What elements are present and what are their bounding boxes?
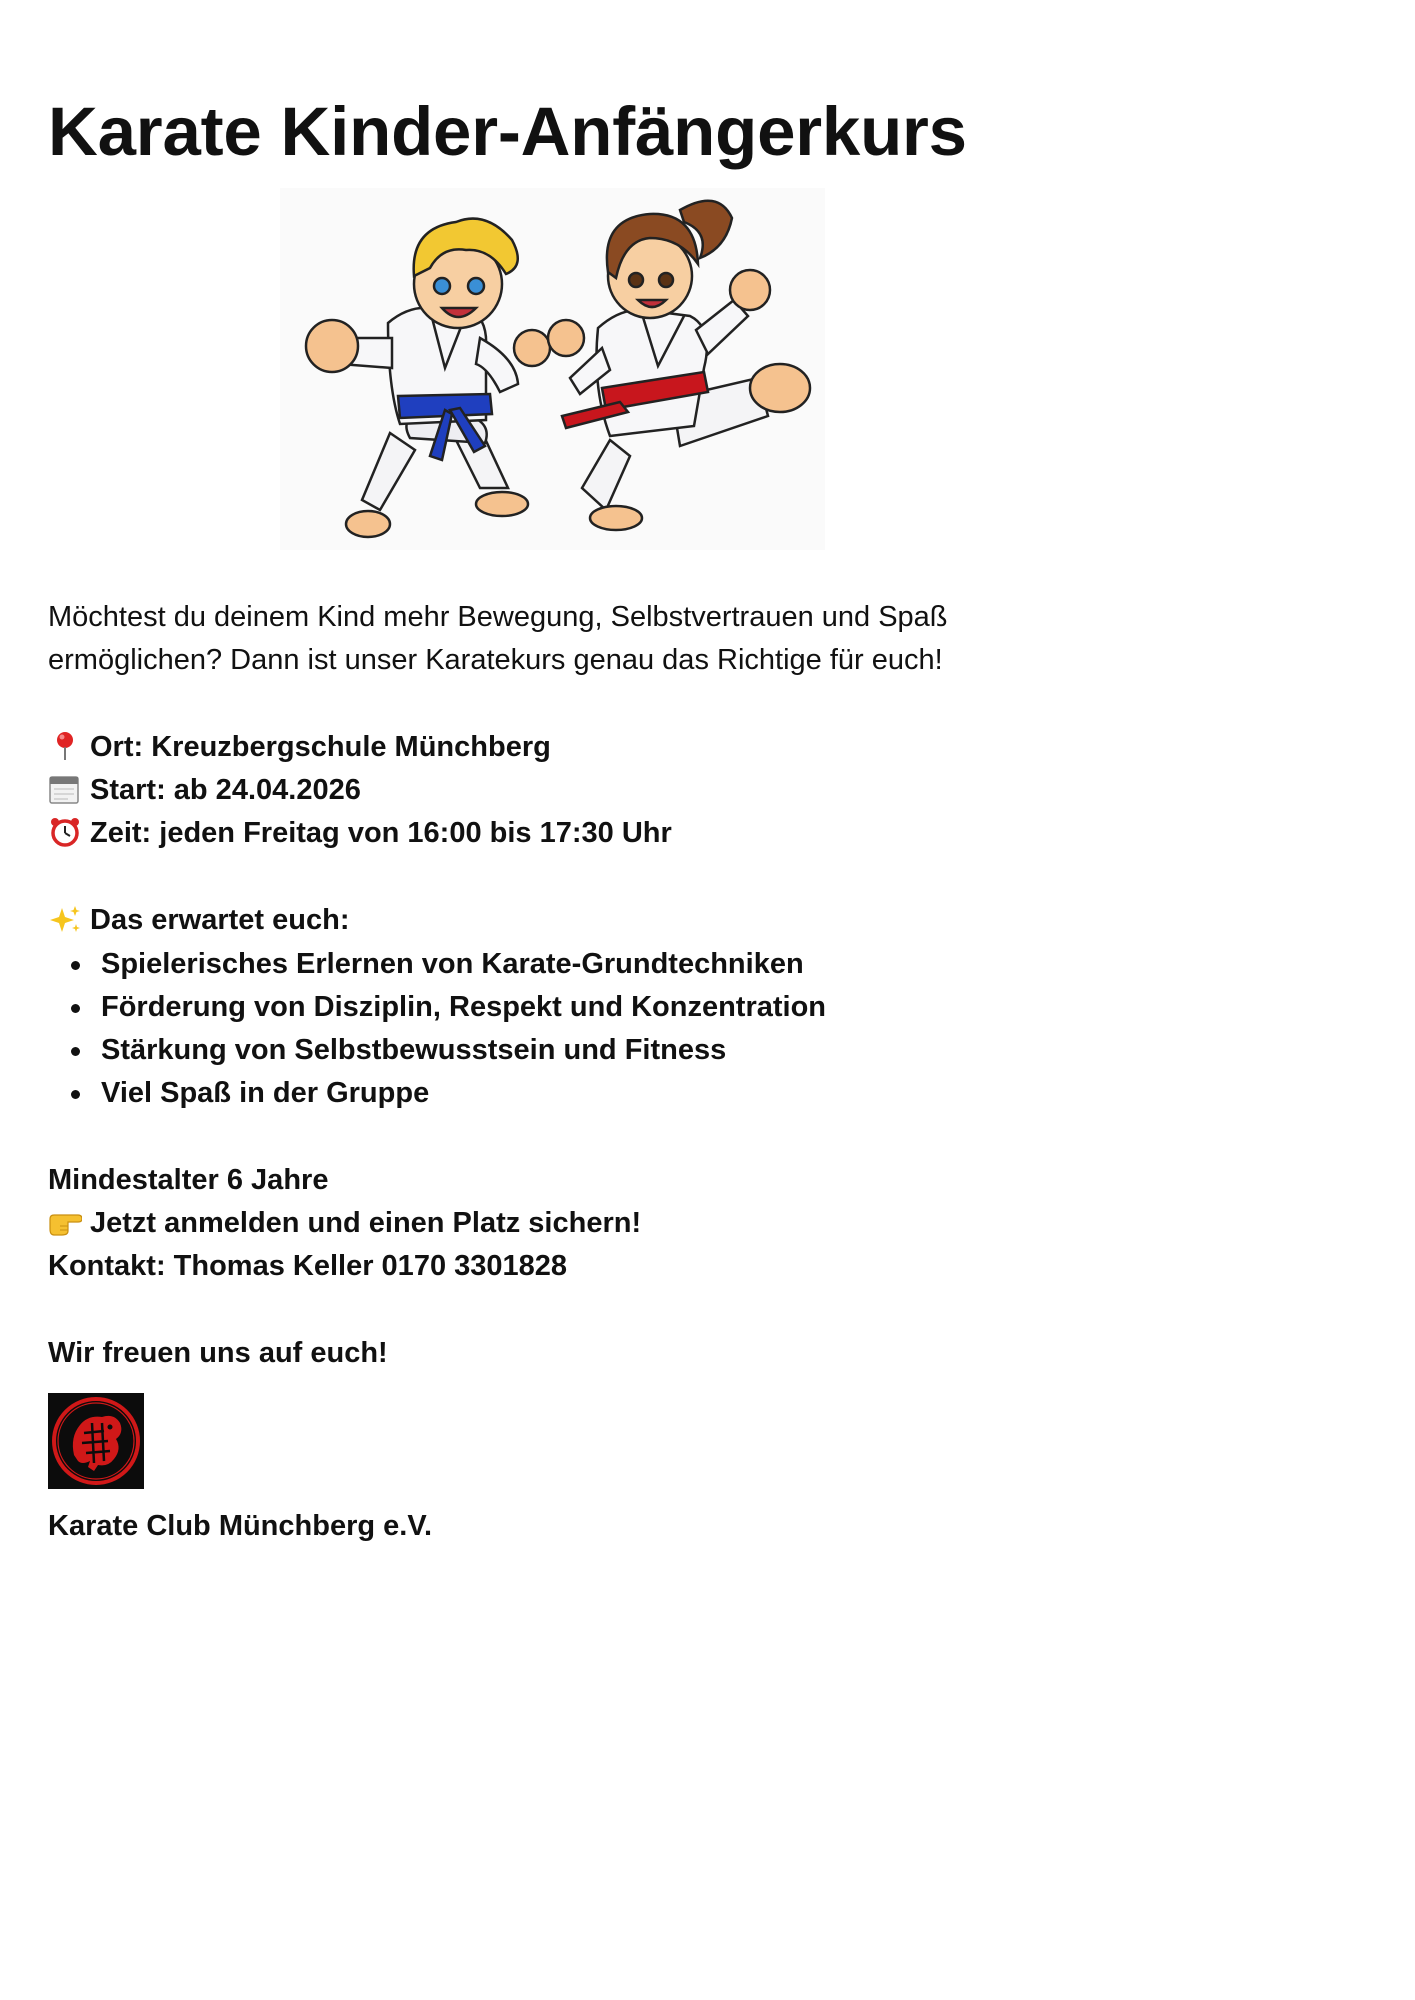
club-logo [48, 1393, 144, 1489]
signup-text: Jetzt anmelden und einen Platz sichern! [90, 1207, 642, 1239]
bullet-icon [71, 1047, 80, 1056]
bullet-icon [71, 1004, 80, 1013]
club-name: Karate Club Münchberg e.V. [48, 1510, 433, 1542]
min-age-text: Mindestalter 6 Jahre [48, 1164, 329, 1196]
feature-text: Viel Spaß in der Gruppe [101, 1077, 430, 1109]
calendar-icon [48, 774, 82, 804]
location-text: Ort: Kreuzbergschule Münchberg [90, 731, 551, 763]
pushpin-icon [48, 731, 82, 761]
list-item [48, 1072, 826, 1115]
alarm-clock-icon [48, 817, 82, 847]
feature-text: Förderung von Disziplin, Respekt und Konzentration [101, 991, 827, 1023]
start-text: Start: ab 24.04.2026 [90, 774, 361, 806]
contact-text: Kontakt: Thomas Keller 0170 3301828 [48, 1250, 568, 1282]
bullet-icon [71, 1090, 80, 1099]
list-item [48, 943, 826, 986]
signup-line [48, 1202, 641, 1245]
pointing-hand-icon [48, 1207, 82, 1237]
feature-text: Spielerisches Erlernen von Karate-Grundtechniken [101, 948, 804, 980]
list-item [48, 1029, 826, 1072]
location-line [48, 726, 551, 769]
bullet-icon [71, 961, 80, 970]
start-line [48, 769, 361, 812]
karate-kids-illustration [280, 188, 825, 550]
time-text: Zeit: jeden Freitag von 16:00 bis 17:30 Uhr [90, 817, 672, 849]
intro-text: Möchtest du deinem Kind mehr Bewegung, Selbstvertrauen und Spaß ermöglichen? Dann ist unser Karatekurs genau das Richtige für euch! [48, 601, 948, 676]
list-item [48, 986, 826, 1029]
closing-text: Wir freuen uns auf euch! [48, 1337, 388, 1369]
girl-karateka-figure [548, 201, 810, 530]
time-line [48, 812, 672, 855]
features-heading-text: Das erwartet euch: [90, 904, 350, 936]
feature-text: Stärkung von Selbstbewusstsein und Fitness [101, 1034, 727, 1066]
page-title: Karate Kinder-Anfängerkurs [48, 93, 967, 170]
features-list [48, 943, 826, 1115]
boy-karateka-figure [306, 219, 550, 537]
sparkles-icon [48, 904, 82, 934]
features-heading [48, 899, 350, 942]
